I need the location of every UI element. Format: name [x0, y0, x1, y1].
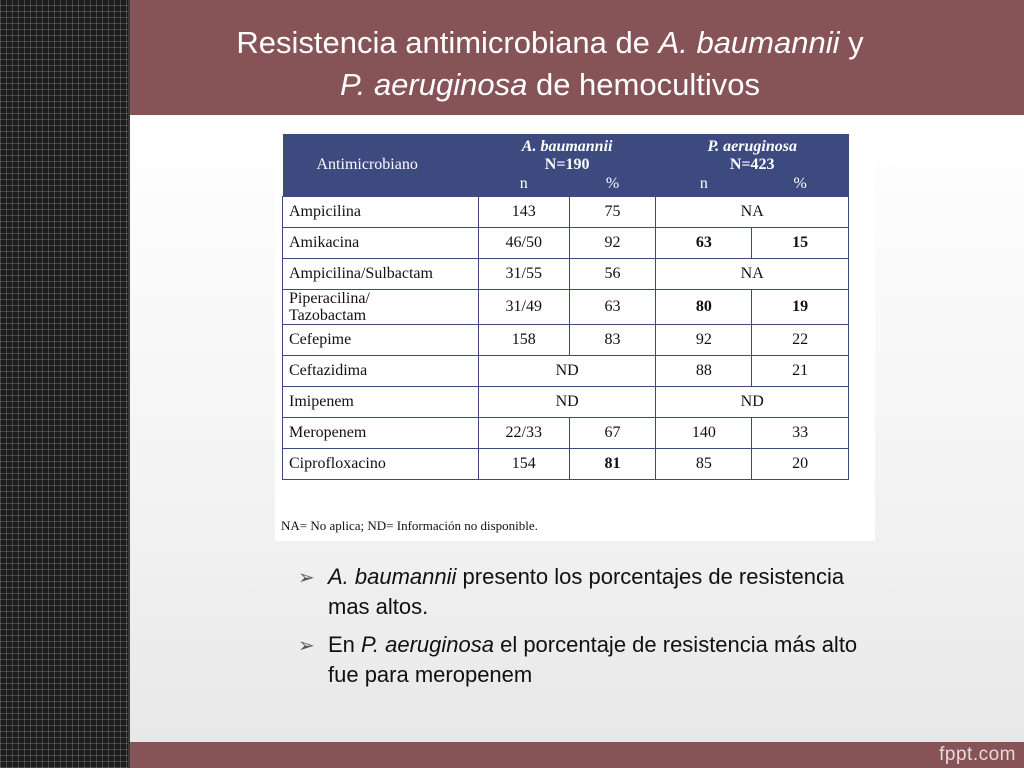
- header-sub-pct: %: [752, 174, 849, 197]
- table-row: [283, 259, 849, 290]
- drug-name-line2: Tazobactam: [289, 307, 367, 324]
- ab-n: 31/49: [478, 290, 569, 325]
- table-row: [283, 387, 849, 418]
- header-n-ab: N=190: [478, 156, 656, 174]
- arrow-bullet-icon: ➢: [298, 635, 315, 657]
- header-sub-n: n: [478, 174, 569, 197]
- ab-pct: 81: [569, 449, 656, 480]
- ab-pct: 56: [569, 259, 656, 290]
- ab-n: 154: [478, 449, 569, 480]
- pa-n: 80: [656, 290, 752, 325]
- drug-name: Imipenem: [283, 387, 479, 418]
- slide-title: Resistencia antimicrobiana de A. baumannii y P. aeruginosa de hemocultivos: [236, 25, 864, 102]
- drug-name: Amikacina: [283, 228, 479, 259]
- drug-name: [283, 290, 479, 325]
- ab-n: 158: [478, 325, 569, 356]
- pa-merged: NA: [656, 259, 849, 290]
- table-row: [283, 325, 849, 356]
- pa-n: 63: [656, 228, 752, 259]
- ab-n: 46/50: [478, 228, 569, 259]
- table-row: [283, 356, 849, 387]
- table-header-row: [283, 134, 849, 156]
- resistance-table: [282, 134, 849, 480]
- pa-pct: 21: [752, 356, 849, 387]
- ab-merged: ND: [478, 387, 656, 418]
- table-row: [283, 449, 849, 480]
- header-sub-pct: %: [569, 174, 656, 197]
- header-sub-n: n: [656, 174, 752, 197]
- ab-n: 143: [478, 197, 569, 228]
- ab-pct: 75: [569, 197, 656, 228]
- footer-brand: fppt.com: [939, 744, 1016, 765]
- ab-merged: ND: [478, 356, 656, 387]
- ab-n: 22/33: [478, 418, 569, 449]
- pa-pct: 33: [752, 418, 849, 449]
- header-n-pa: N=423: [656, 156, 849, 174]
- header-species-pa: P. aeruginosa: [656, 134, 849, 156]
- drug-name-line1: Piperacilina/: [289, 290, 370, 307]
- pa-n: 85: [656, 449, 752, 480]
- pa-merged: NA: [656, 197, 849, 228]
- header-antimicrobiano: Antimicrobiano: [283, 134, 479, 197]
- pa-merged: ND: [656, 387, 849, 418]
- ab-pct: 92: [569, 228, 656, 259]
- arrow-bullet-icon: ➢: [298, 567, 315, 589]
- drug-name: Ceftazidima: [283, 356, 479, 387]
- footer-bar: [130, 742, 1024, 768]
- pa-n: 92: [656, 325, 752, 356]
- pa-pct: 19: [752, 290, 849, 325]
- ab-pct: 63: [569, 290, 656, 325]
- ab-pct: 67: [569, 418, 656, 449]
- pa-n: 140: [656, 418, 752, 449]
- bullet-item: ➢ En P. aeruginosa el porcentaje de resistencia más alto fue para meropenem: [298, 632, 858, 687]
- table-row: [283, 197, 849, 228]
- table-row: [283, 290, 849, 325]
- header-species-ab: A. baumannii: [478, 134, 656, 156]
- drug-name: Ciprofloxacino: [283, 449, 479, 480]
- pa-pct: 15: [752, 228, 849, 259]
- drug-name: Ampicilina: [283, 197, 479, 228]
- left-decorative-strip: [0, 0, 128, 768]
- ab-n: 31/55: [478, 259, 569, 290]
- bullet-item: ➢ A. baumannii presento los porcentajes de resistencia mas altos.: [298, 564, 845, 619]
- table-row: [283, 418, 849, 449]
- drug-name: Cefepime: [283, 325, 479, 356]
- pa-n: 88: [656, 356, 752, 387]
- bullet-list: [298, 562, 868, 698]
- pa-pct: 20: [752, 449, 849, 480]
- drug-name: Meropenem: [283, 418, 479, 449]
- ab-pct: 83: [569, 325, 656, 356]
- drug-name: Ampicilina/Sulbactam: [283, 259, 479, 290]
- pa-pct: 22: [752, 325, 849, 356]
- table-footnote: NA= No aplica; ND= Información no disponible.: [281, 518, 538, 533]
- table-row: [283, 228, 849, 259]
